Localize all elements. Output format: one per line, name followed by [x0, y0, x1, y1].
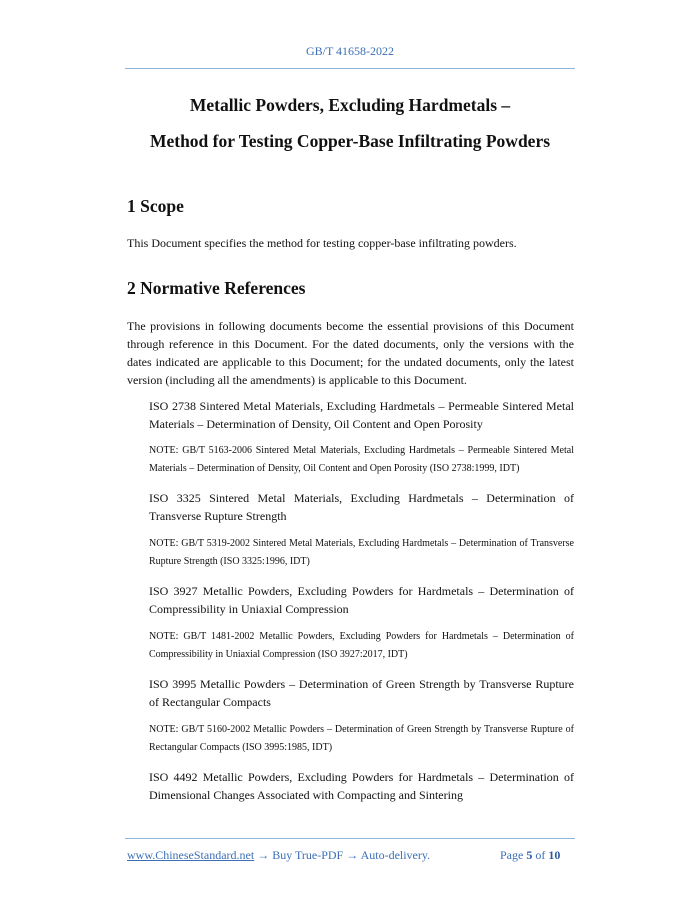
scope-paragraph: This Document specifies the method for testing copper-base infiltrating powders.: [127, 236, 517, 250]
page-indicator: [500, 848, 560, 863]
page-current: 5: [526, 848, 533, 862]
reference-item: ISO 4492 Metallic Powders, Excluding Powders for Hardmetals – Determination of Dimensional Changes Associated with Compacting and Sintering: [149, 770, 574, 802]
document-title-line2: Method for Testing Copper-Base Infiltrating Powders: [149, 131, 551, 151]
reference-item: ISO 3325 Sintered Metal Materials, Excluding Hardmetals – Determination of Transverse Rupture Strength: [149, 491, 574, 523]
reference-note: NOTE: GB/T 5319-2002 Sintered Metal Materials, Excluding Hardmetals – Determination of Transverse Rupture Strength (ISO 3325:1996, IDT): [149, 538, 574, 567]
reference-item: ISO 2738 Sintered Metal Materials, Excluding Hardmetals – Permeable Sintered Metal Materials – Determination of Density, Oil Content and Open Porosity: [149, 399, 574, 431]
page-label: Page: [500, 848, 524, 862]
promo-text: → Buy True-PDF → Auto-delivery.: [257, 848, 431, 862]
footer-divider: [125, 838, 575, 839]
header-divider: [125, 68, 575, 69]
reference-item: ISO 3927 Metallic Powders, Excluding Powders for Hardmetals – Determination of Compressibility in Uniaxial Compression: [149, 584, 574, 616]
page-total: 10: [548, 848, 561, 862]
section-heading-normative-references: 2 Normative References: [127, 278, 306, 298]
footer-promo: [127, 848, 430, 863]
reference-note: NOTE: GB/T 5163-2006 Sintered Metal Materials, Excluding Hardmetals – Permeable Sintered Metal Materials – Determination of Density, Oil Content and Open Porosity (ISO 2738:1999, IDT): [149, 445, 574, 474]
normative-references-intro: The provisions in following documents become the essential provisions of this Document through reference in this Document. For the dated documents, only the versions with the dates indicated are applicable to this Document; for the undated documents, only the latest version (including all the amendments) is applicable to this Document.: [127, 319, 574, 387]
section-heading-scope: 1 Scope: [127, 196, 184, 216]
reference-note: NOTE: GB/T 1481-2002 Metallic Powders, Excluding Powders for Hardmetals – Determination of Compressibility in Uniaxial Compression (ISO 3927:2017, IDT): [149, 631, 574, 660]
reference-item: ISO 3995 Metallic Powders – Determination of Green Strength by Transverse Rupture of Rectangular Compacts: [149, 677, 574, 709]
page-of: of: [535, 848, 546, 862]
standard-id-header: GB/T 41658-2022: [305, 44, 395, 58]
document-title-line1: Metallic Powders, Excluding Hardmetals –: [189, 95, 511, 115]
site-link[interactable]: www.ChineseStandard.net: [127, 848, 255, 862]
reference-note: NOTE: GB/T 5160-2002 Metallic Powders – Determination of Green Strength by Transverse Rupture of Rectangular Compacts (ISO 3995:1985, IDT): [149, 724, 574, 753]
